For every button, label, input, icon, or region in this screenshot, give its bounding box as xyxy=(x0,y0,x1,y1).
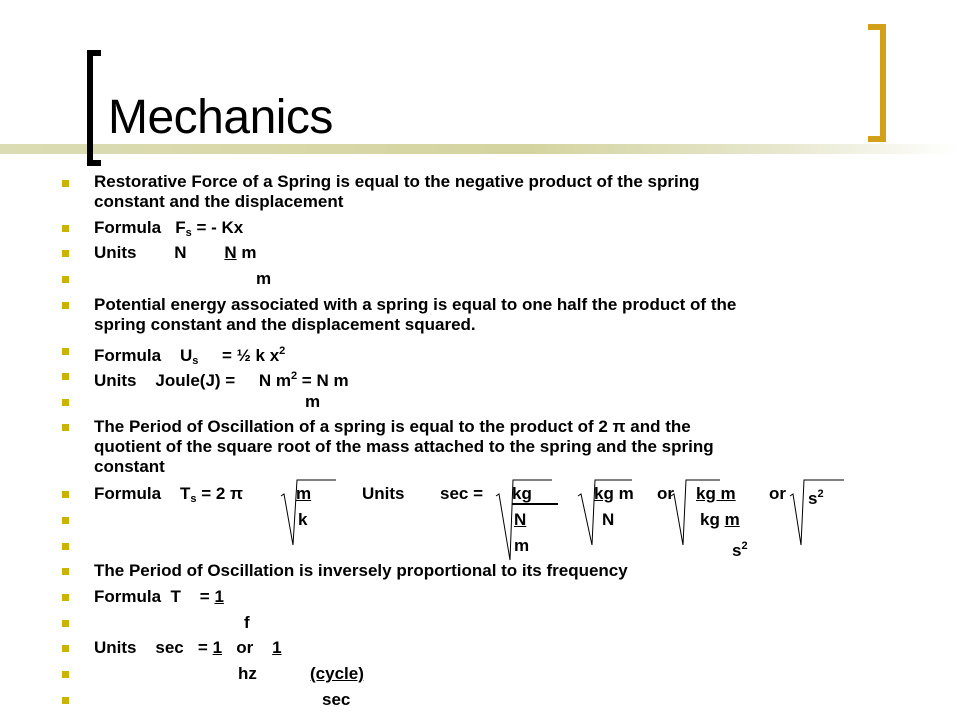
radical-sign-kgm xyxy=(578,480,632,545)
ts-numerator-m: m xyxy=(296,484,312,503)
ts-units-kg-m: kg m xyxy=(700,510,740,529)
ts-units-label: Units xyxy=(362,484,405,503)
bullet-formula-ts: Formula $T_s = 2$ π xyxy=(94,484,244,505)
ts-units-n: N xyxy=(514,510,527,529)
ts-units-s2-denominator: $s^2$ xyxy=(732,540,748,560)
bullet-joule-denominator-m: m xyxy=(305,392,321,411)
bullet-formula-fs: Formula $F_s$ = - Kx xyxy=(94,218,244,239)
ts-units-m: m xyxy=(514,536,530,555)
bullet-inverse-frequency: The Period of Oscillation is inversely proportional to its frequency xyxy=(94,561,628,580)
bullet-formula-t-denominator-f: f xyxy=(244,613,250,632)
bullet-units-joule: Units Joule(J) = N $m^2 = N$ m xyxy=(94,370,349,390)
bullet-potential-energy-line1: Potential energy associated with a spring is equal to one half the product of the xyxy=(94,295,737,314)
ts-or-1: or xyxy=(657,484,674,503)
ts-units-s2: $s^2$ xyxy=(808,488,824,508)
radical-sign-kg xyxy=(496,480,552,560)
bullet-spring-force-line2: constant and the displacement xyxy=(94,192,344,211)
bullet-spring-force-line1: Restorative Force of a Spring is equal to the negative product of the spring xyxy=(94,172,700,191)
bullet-formula-t: Formula T = 1 xyxy=(94,587,224,606)
bullet-units-denominator-m: m xyxy=(256,269,272,288)
ts-units-kg: kg xyxy=(512,484,558,505)
bullet-period-line2: quotient of the square root of the mass attached to the spring and the spring xyxy=(94,437,714,456)
ts-sec-equals: sec = xyxy=(440,484,484,503)
ts-units-kgm: kg m xyxy=(594,484,634,503)
radical-sign-ts xyxy=(281,480,336,545)
bullet-units-hz: hz xyxy=(238,664,257,683)
bullet-units-cycle: (cycle) xyxy=(310,664,364,683)
bullet-units-n: Units N N m xyxy=(94,243,257,262)
bullet-units-sec-denominator: sec xyxy=(322,690,351,709)
ts-or-2: or xyxy=(769,484,786,503)
radical-sign-s2 xyxy=(790,480,844,545)
ts-units-n-2: N xyxy=(602,510,615,529)
ts-denominator-k: k xyxy=(298,510,308,529)
bullet-potential-energy-line2: spring constant and the displacement squared. xyxy=(94,315,476,334)
bullet-period-line3: constant xyxy=(94,457,165,476)
bullet-formula-us: Formula $U_s$ = ½ k $x^2$ xyxy=(94,345,286,367)
bullet-period-line1: The Period of Oscillation of a spring is equal to the product of 2 π and the xyxy=(94,417,691,436)
radical-sign-kgm-3 xyxy=(671,480,720,545)
ts-units-kgm-3: kg m xyxy=(696,484,736,503)
slide-title: Mechanics xyxy=(108,91,333,144)
bullet-units-sec: Units sec = 1 or 1 xyxy=(94,638,282,657)
